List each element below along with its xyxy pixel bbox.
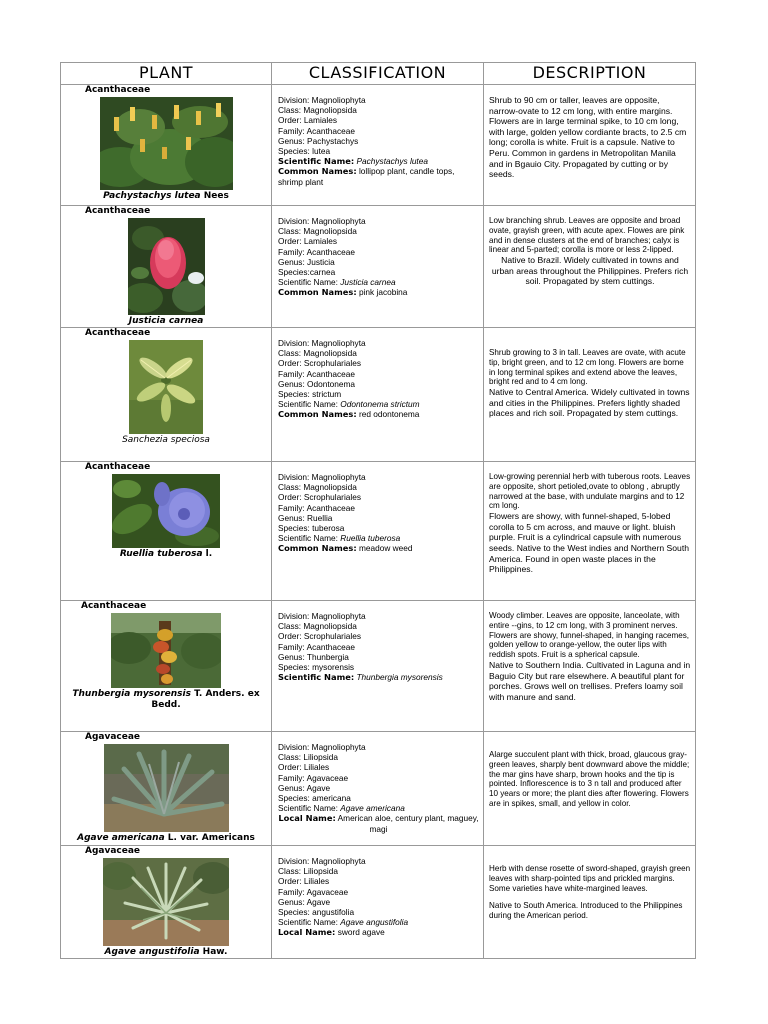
- plant-caption: Ruellia tuberosa l.: [119, 549, 213, 559]
- species-line: Species:carnea: [278, 267, 336, 278]
- description-cell: [484, 328, 696, 462]
- description-cell: [484, 85, 696, 206]
- description-cell: [484, 601, 696, 732]
- plant-cell: [61, 85, 272, 206]
- local-name-line: Local Name: sword agave: [278, 927, 385, 938]
- description-text-more: Flowers are showy, with funnel-shaped, 5-lobed corolla to 5 cm across, and mauve or light. bluish purple. Fruit is a cylindrical capsule with numerous seeds. Native to the West indies and Northern South America. Found in open waste places in the Philippines.: [489, 511, 689, 575]
- plant-photo-thunbergia: [111, 613, 221, 688]
- division-line: Division: Magnoliophyta: [278, 611, 366, 621]
- table-row: [61, 206, 696, 328]
- description-text: Herb with dense rosette of sword-shaped, grayish green leaves with sharp-pointed tips and prickled margins. Some varieties have white-margined leaves.: [489, 864, 691, 893]
- classification-cell: [272, 846, 484, 959]
- family-label: Acanthaceae: [81, 601, 147, 611]
- plant-caption: Sanchezia speciosa: [122, 435, 210, 445]
- description-text-native: Native to Southern India. Cultivated in Laguna and in Baguio City but rare elsewhere. A beautiful plant for porches. Grows well on trellises. Prefers loamy soil with manure and sand.: [489, 659, 691, 702]
- plant-caption: Pachystachys lutea Nees: [103, 191, 229, 201]
- table-row: [61, 732, 696, 846]
- scientific-name-line: Scientific Name: Agave angustifolia: [278, 917, 409, 928]
- class-line: Class: Magnoliopsida: [278, 482, 357, 493]
- classification-cell: [272, 328, 484, 462]
- division-line: Division: Magnoliophyta: [278, 856, 366, 866]
- scientific-name-line: Scientific Name: Thunbergia mysorensis: [278, 672, 443, 683]
- plant-caption: Agave americana L. var. Americans: [77, 833, 255, 843]
- class-line: Class: Liliopsida: [278, 752, 338, 763]
- division-line: Division: Magnoliophyta: [278, 338, 366, 348]
- genus-line: Genus: Agave: [278, 896, 331, 907]
- plant-caption: Justicia carnea: [128, 316, 204, 326]
- order-line: Order: Scrophulariales: [278, 492, 362, 503]
- description-cell: [484, 462, 696, 601]
- plant-photo-agave-angustifolia: [103, 858, 229, 946]
- classification-cell: [272, 462, 484, 601]
- description-text-native: Native to Brazil. Widely cultivated in towns and urban areas throughout the Philippines. Prefers rich soil. Propagated by stem cuttings.: [491, 255, 689, 287]
- table-row: [61, 328, 696, 462]
- classification-cell: [272, 732, 484, 846]
- classification-cell: [272, 601, 484, 732]
- scientific-name-line: Scientific Name: Ruellia tuberosa: [278, 533, 401, 544]
- description-cell: [484, 206, 696, 328]
- family-line: Family: Acanthaceae: [278, 125, 356, 136]
- plant-photo-ruellia: [112, 474, 220, 548]
- header-classification: CLASSIFICATION: [272, 63, 484, 85]
- division-line: Division: Magnoliophyta: [278, 742, 366, 752]
- family-line: Family: Acanthaceae: [278, 246, 356, 257]
- genus-line: Genus: Pachystachys: [278, 135, 359, 146]
- plant-table: [60, 62, 696, 959]
- family-label: Acanthaceae: [85, 85, 151, 95]
- plant-photo-justicia: [128, 218, 205, 315]
- class-line: Class: Magnoliopsida: [278, 348, 357, 359]
- description-cell: [484, 846, 696, 959]
- plant-caption: Agave angustifolia Haw.: [104, 947, 228, 957]
- description-text-native: Native to Central America. Widely cultivated in towns and cities in the Philippines. Prefers lightly shaded places and rich soil. Propagated by stem cuttings.: [489, 387, 690, 419]
- division-line: Division: Magnoliophyta: [278, 472, 366, 482]
- order-line: Order: Liliales: [278, 762, 330, 773]
- family-line: Family: Acanthaceae: [278, 368, 356, 379]
- scientific-name-line: Scientific Name: Odontonema strictum: [278, 399, 420, 410]
- class-line: Class: Magnoliopsida: [278, 621, 357, 632]
- description-text: Woody climber. Leaves are opposite, lanceolate, with entire --gins, to 12 cm long, with 3 prominent nerves. Flowers are showy, funnel-shaped, in hanging racemes, golden yellow to orange-yellow, the outer lips with reddish spots. Fruit is a spherical capsule.: [489, 611, 690, 660]
- family-label: Agavaceae: [85, 846, 141, 856]
- description-text: Low-growing perennial herb with tuberous roots. Leaves are opposite, short petioled,ovate to oblong , abruptly narrowed at the base, with undulate margins and to 12 cm long.: [489, 472, 691, 511]
- division-line: Division: Magnoliophyta: [278, 95, 366, 105]
- order-line: Order: Lamiales: [278, 115, 338, 126]
- plant-cell: [61, 846, 272, 959]
- description-text: Shrub to 90 cm or taller, leaves are opposite, narrow-ovate to 12 cm long, with entire margins. Flowers are in large terminal spike, to 10 cm long, with large, golden yellow cordiante bracts, to 2.5 cm long; corolla is white. Fruit is a capsule. Native to Peru. Common in gardens in Metropolitan Manila and in Bgauio City. Propagated by cutting or by seeds.: [489, 95, 687, 180]
- description-text-native: Native to South America. Introduced to the Philippines during the American period.: [489, 901, 683, 921]
- family-label: Agavaceae: [85, 732, 141, 742]
- plant-photo-pachystachys: [100, 97, 233, 190]
- family-label: Acanthaceae: [85, 462, 151, 472]
- genus-line: Genus: Ruellia: [278, 512, 333, 523]
- common-name-line: Common Names: red odontonema: [278, 409, 420, 420]
- species-line: Species: angustifolia: [278, 907, 355, 918]
- table-row: [61, 462, 696, 601]
- class-line: Class: Magnoliopsida: [278, 105, 357, 116]
- common-name-line: Common Names: meadow weed: [278, 543, 413, 554]
- division-line: Division: Magnoliophyta: [278, 216, 366, 226]
- classification-cell: [272, 85, 484, 206]
- family-line: Family: Acanthaceae: [278, 641, 356, 652]
- family-line: Family: Agavaceae: [278, 886, 349, 897]
- description-text: Shrub growing to 3 in tall. Leaves are ovate, with acute tip, bright green, and to 12 cm long. Flowers are borne in long terminal spikes and extend above the leaves, bright red and to 4 cm long.: [489, 348, 686, 387]
- order-line: Order: Scrophulariales: [278, 631, 362, 642]
- family-label: Acanthaceae: [85, 206, 151, 216]
- plant-cell: [61, 328, 272, 462]
- plant-cell: [61, 206, 272, 328]
- plant-cell: [61, 732, 272, 846]
- genus-line: Genus: Agave: [278, 782, 331, 793]
- scientific-name-line: Scientific Name: Pachystachys lutea: [278, 156, 428, 167]
- order-line: Order: Liliales: [278, 876, 330, 887]
- class-line: Class: Magnoliopsida: [278, 226, 357, 237]
- order-line: Order: Lamiales: [278, 236, 338, 247]
- family-label: Acanthaceae: [85, 328, 151, 338]
- order-line: Order: Scrophulariales: [278, 358, 362, 369]
- species-line: Species: strictum: [278, 389, 342, 400]
- plant-cell: [61, 462, 272, 601]
- description-text: Alarge succulent plant with thick, broad, glaucous gray-green leaves, sharply bent downward above the middle; the mar gins have sharp, brown hooks and the tip is pointed. Inflorescence is to 3 n tall and produced after 10 years or more; the plant dies after flowering. Flowers are in spikes, small, and yellow in color.: [489, 750, 690, 808]
- class-line: Class: Liliopsida: [278, 866, 338, 877]
- table-header-row: [61, 63, 696, 85]
- common-name-line: Common Names: pink jacobina: [278, 287, 408, 298]
- table-row: [61, 85, 696, 206]
- description-cell: [484, 732, 696, 846]
- genus-line: Genus: Odontonema: [278, 378, 356, 389]
- plant-photo-sanchezia: [129, 340, 203, 434]
- species-line: Species: mysorensis: [278, 662, 355, 673]
- plant-photo-agave-americana: [104, 744, 229, 832]
- scientific-name-line: Scientific Name: Agave americana: [278, 803, 405, 814]
- local-name-line: Local Name: American aloe, century plant, maguey, magi: [278, 813, 479, 834]
- header-description: DESCRIPTION: [484, 63, 696, 85]
- family-line: Family: Acanthaceae: [278, 502, 356, 513]
- species-line: Species: tuberosa: [278, 523, 345, 534]
- common-name-line: Common Names: lollipop plant, candle tops, shrimp plant: [278, 166, 455, 187]
- plant-cell: [61, 601, 272, 732]
- table-row: [61, 601, 696, 732]
- header-plant: PLANT: [61, 63, 272, 85]
- classification-cell: [272, 206, 484, 328]
- table-row: [61, 846, 696, 959]
- description-text: Low branching shrub. Leaves are opposite and broad ovate, grayish green, with acute apex. Flowes are pink and in dense clusters at the end of branches; calyx is linear and 5-parted; corolla is more or less 2-lipped.: [489, 216, 685, 255]
- genus-line: Genus: Thunbergia: [278, 651, 349, 662]
- plant-caption: Thunbergia mysorensis T. Anders. ex Bedd.: [72, 689, 260, 710]
- family-line: Family: Agavaceae: [278, 772, 349, 783]
- scientific-name-line: Scientific Name: Justicia carnea: [278, 277, 396, 288]
- species-line: Species: americana: [278, 793, 351, 804]
- genus-line: Genus: Justicia: [278, 256, 335, 267]
- species-line: Species: lutea: [278, 146, 331, 157]
